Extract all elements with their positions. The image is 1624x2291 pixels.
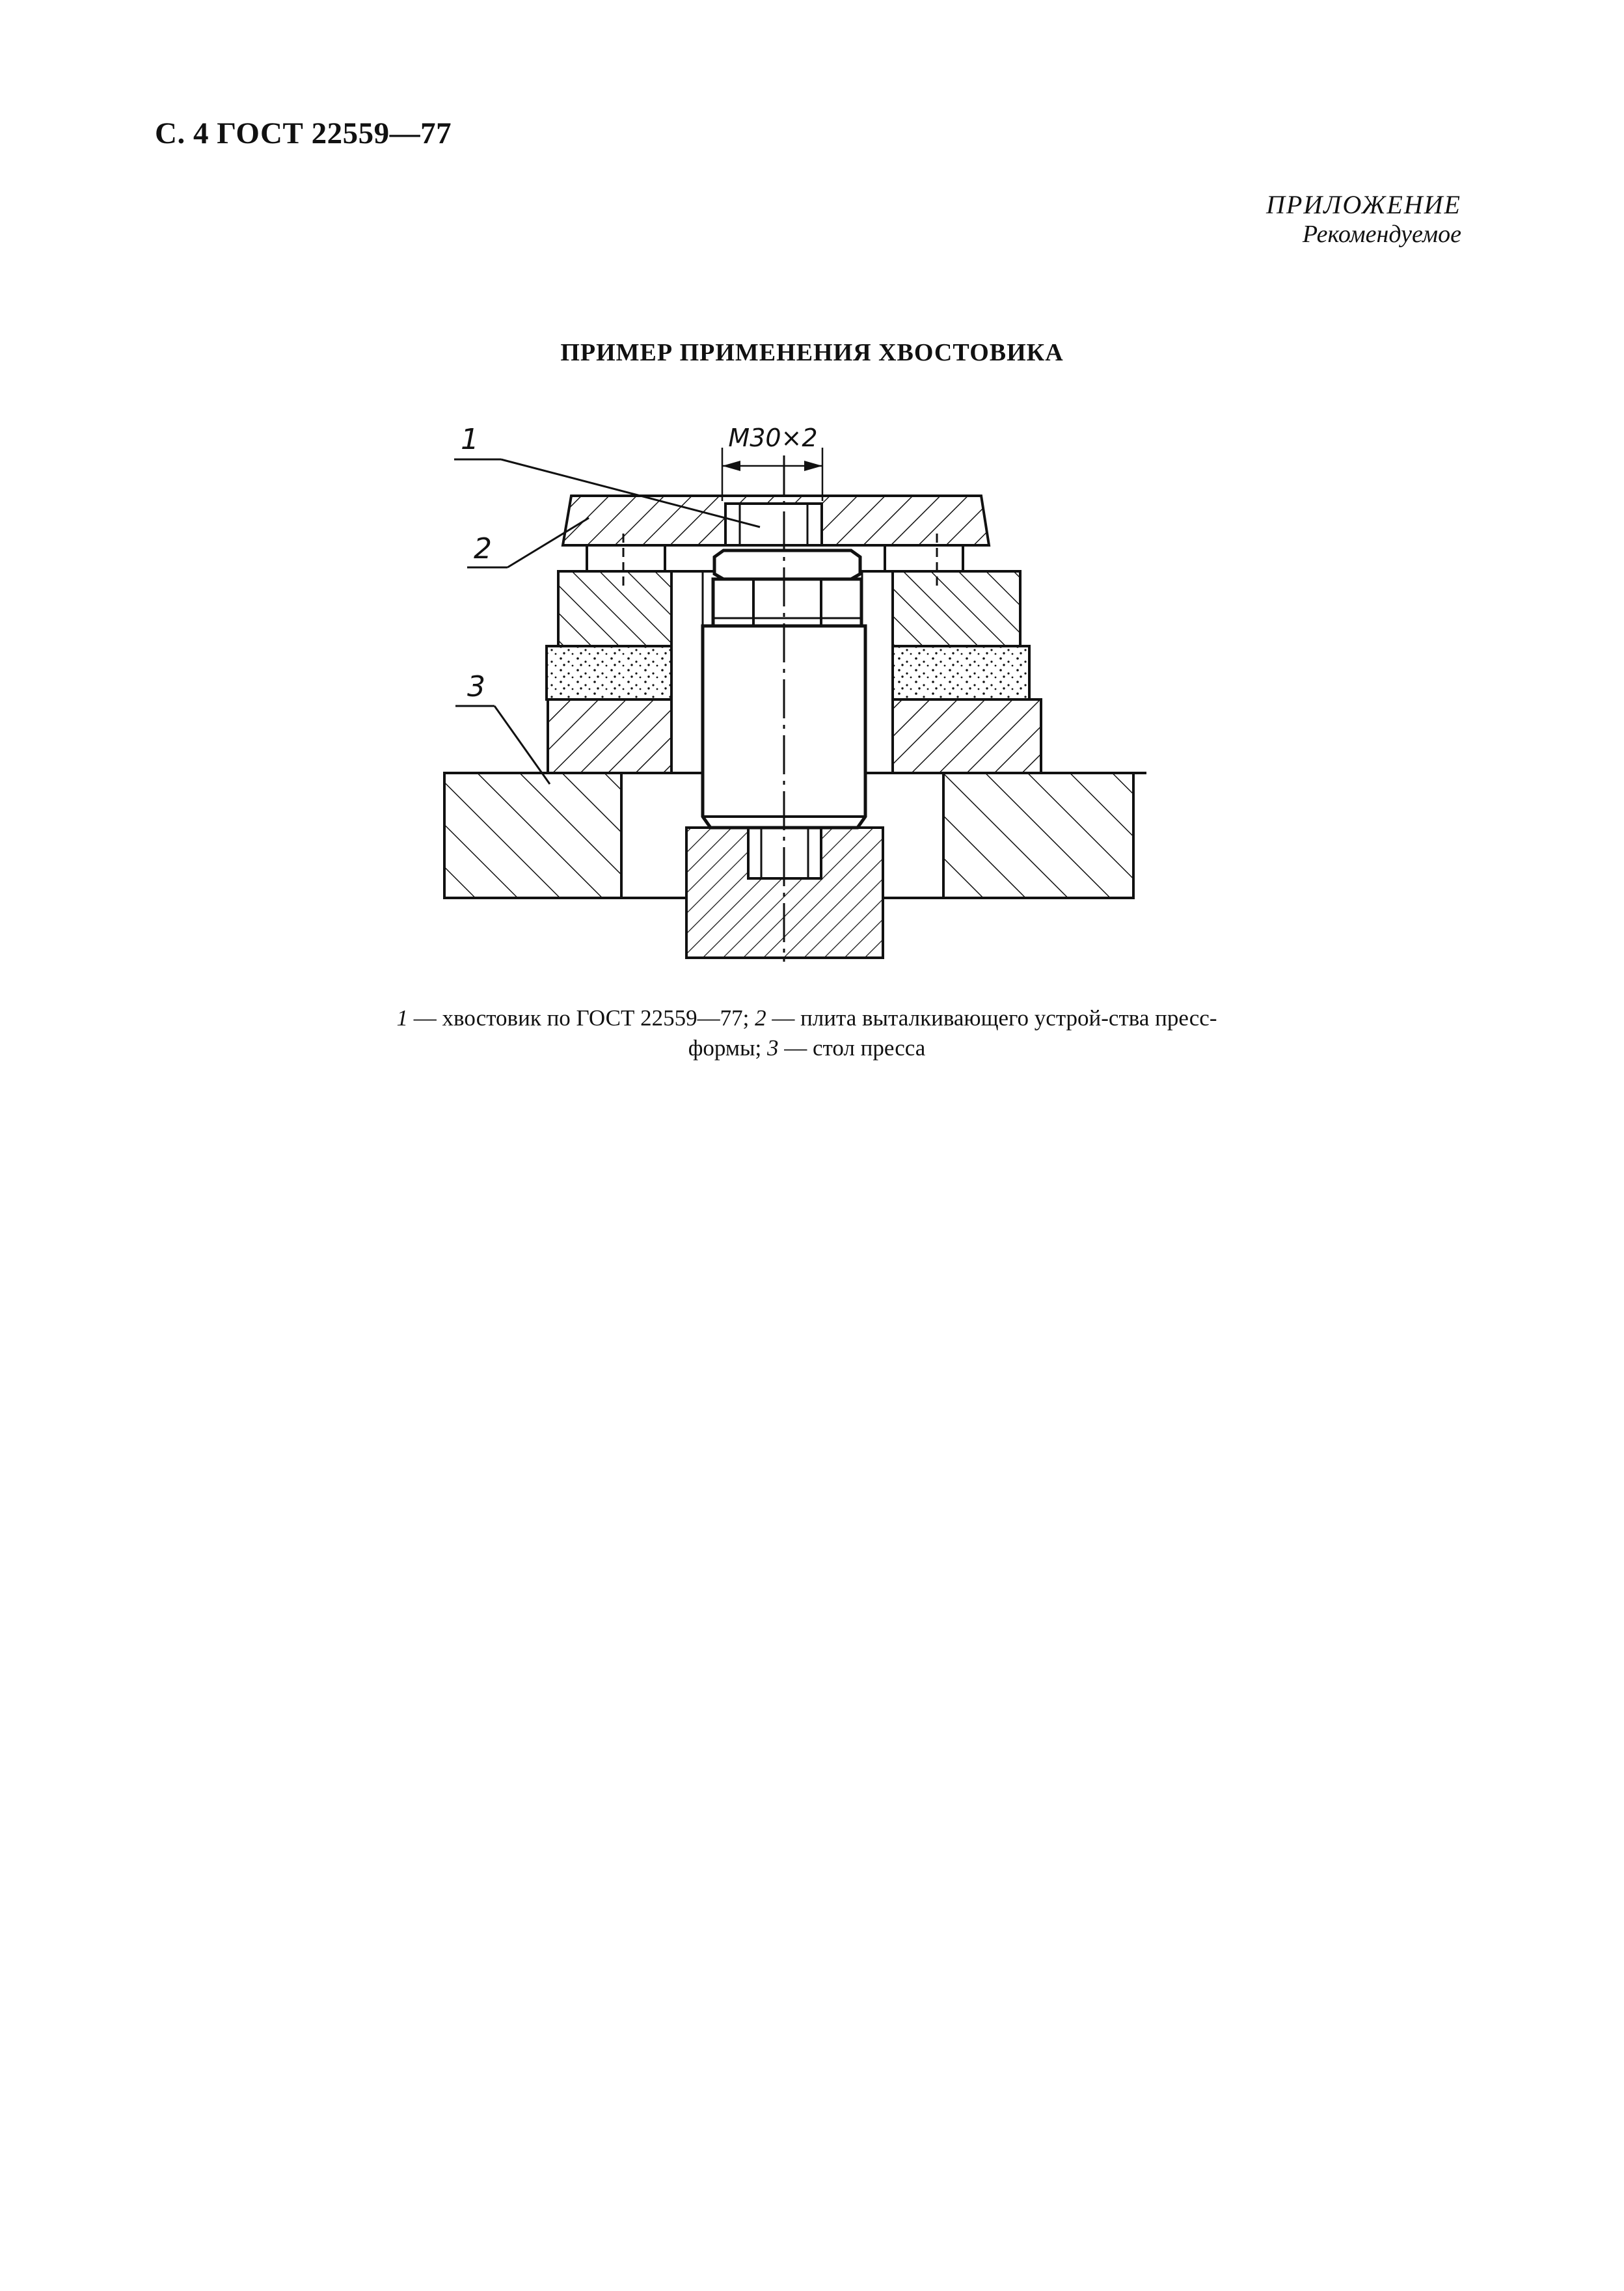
caption-text-3: — стол пресса: [778, 1035, 926, 1061]
appendix-status: Рекомендуемое: [1302, 221, 1461, 248]
dimension-label: М30×2: [728, 424, 818, 452]
caption-text-1: — хвостовик по ГОСТ 22559—77;: [408, 1005, 755, 1031]
ejector-plate: [563, 496, 989, 545]
dimension-m30: [722, 448, 822, 501]
caption-num-1: 1: [396, 1005, 409, 1031]
caption-num-3: 3: [767, 1035, 779, 1061]
caption-num-2: 2: [755, 1005, 766, 1031]
callout-1: 1: [461, 423, 479, 456]
drawing-geometry: [444, 448, 1146, 962]
callout-2: 2: [474, 532, 492, 565]
document-title: ПРИМЕР ПРИМЕНЕНИЯ ХВОСТОВИКА: [560, 339, 1064, 366]
appendix-label: ПРИЛОЖЕНИЕ: [1266, 190, 1461, 219]
page-header: С. 4 ГОСТ 22559—77: [155, 116, 452, 150]
caption-text-2: — плита выталкивающего устрой-ства пресс-формы;: [688, 1005, 1217, 1061]
figure-caption: [364, 1003, 1249, 1063]
callout-3: 3: [467, 670, 485, 703]
